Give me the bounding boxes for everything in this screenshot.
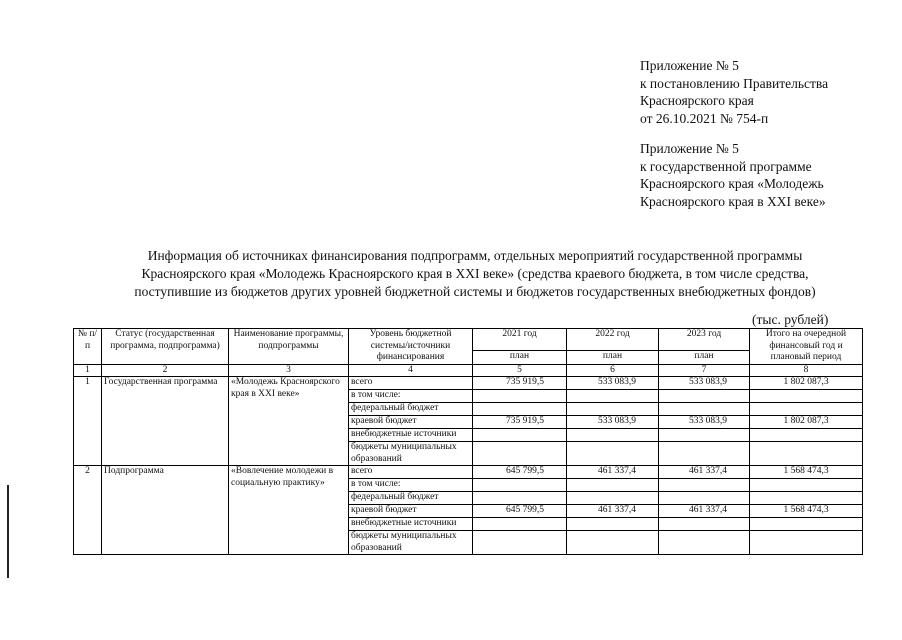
header-total: Итого на очередной финансовый год и плановый период	[750, 329, 863, 365]
header-plan: план	[659, 351, 750, 364]
cell-2023	[659, 492, 750, 505]
row-status: Государственная программа	[102, 377, 229, 466]
cell-total: 1 568 474,3	[750, 466, 863, 479]
cell-total	[750, 429, 863, 442]
cell-2022	[567, 429, 659, 442]
attachment-line: от 26.10.2021 № 754-п	[640, 110, 769, 126]
header-plan: план	[473, 351, 567, 364]
document-title	[60, 247, 890, 301]
attachment-line: Красноярского края в XXI веке»	[640, 193, 826, 209]
title-line: Красноярского края «Молодежь Красноярского края в XXI веке» (средства краевого бюджета, в том числе средства,	[141, 266, 809, 281]
column-number: 8	[750, 364, 863, 377]
cell-2022	[567, 518, 659, 531]
cell-2023: 533 083,9	[659, 377, 750, 390]
attachment-line: к государственной программе	[640, 158, 812, 174]
cell-2021	[473, 403, 567, 416]
cell-total	[750, 390, 863, 403]
row-level: краевой бюджет	[349, 505, 473, 518]
financing-table	[73, 328, 863, 555]
cell-2022	[567, 492, 659, 505]
cell-2022: 461 337,4	[567, 505, 659, 518]
cell-2021: 735 919,5	[473, 377, 567, 390]
header-row	[74, 329, 863, 351]
cell-2022: 533 083,9	[567, 377, 659, 390]
units-label: (тыс. рублей)	[752, 312, 829, 327]
cell-2021	[473, 429, 567, 442]
header-name: Наименование программы, подпрограммы	[229, 329, 349, 365]
title-line: поступившие из бюджетов других уровней бюджетной системы и бюджетов государственных внебюджетных фондов)	[134, 284, 816, 299]
cell-2021	[473, 442, 567, 466]
cell-2023: 533 083,9	[659, 416, 750, 429]
cell-2023	[659, 390, 750, 403]
cell-total	[750, 442, 863, 466]
row-level: внебюджетные источники	[349, 518, 473, 531]
attachment-header-resolution	[640, 57, 890, 127]
cell-2023: 461 337,4	[659, 505, 750, 518]
cell-2023	[659, 429, 750, 442]
column-number: 1	[74, 364, 102, 377]
cell-2022: 533 083,9	[567, 416, 659, 429]
cell-2021: 735 919,5	[473, 416, 567, 429]
cell-2021: 645 799,5	[473, 505, 567, 518]
cell-total	[750, 479, 863, 492]
cell-2022: 461 337,4	[567, 466, 659, 479]
table-row	[74, 377, 863, 390]
row-program-name: «Молодежь Красноярского края в XXI веке»	[229, 377, 349, 466]
cell-2022	[567, 531, 659, 555]
attachment-line: Красноярского края «Молодежь	[640, 176, 824, 191]
header-plan: план	[567, 351, 659, 364]
cell-2021	[473, 492, 567, 505]
header-2021: 2021 год	[473, 329, 567, 351]
table-row	[74, 466, 863, 479]
cell-2023: 461 337,4	[659, 466, 750, 479]
cell-2021	[473, 390, 567, 403]
attachment-line: к постановлению Правительства	[640, 75, 829, 91]
column-number: 4	[349, 364, 473, 377]
row-level: всего	[349, 466, 473, 479]
cell-2021	[473, 531, 567, 555]
row-level: бюджеты муниципальных образований	[349, 531, 473, 555]
cell-2021	[473, 518, 567, 531]
cell-total: 1 802 087,3	[750, 416, 863, 429]
column-number: 3	[229, 364, 349, 377]
header-num: № п/п	[74, 329, 102, 365]
header-level: Уровень бюджетной системы/источники финансирования	[349, 329, 473, 365]
row-program-name: «Вовлечение молодежи в социальную практику»	[229, 466, 349, 555]
row-level: внебюджетные источники	[349, 429, 473, 442]
row-number: 2	[74, 466, 102, 555]
column-number: 6	[567, 364, 659, 377]
cell-2022	[567, 442, 659, 466]
row-level: краевой бюджет	[349, 416, 473, 429]
cell-2022	[567, 390, 659, 403]
cell-2022	[567, 479, 659, 492]
cell-2023	[659, 442, 750, 466]
cell-total	[750, 531, 863, 555]
cell-total: 1 568 474,3	[750, 505, 863, 518]
attachment-line: Красноярского края	[640, 93, 754, 108]
cell-2023	[659, 531, 750, 555]
row-level: бюджеты муниципальных образований	[349, 442, 473, 466]
attachment-header-program	[640, 140, 890, 210]
cell-2023	[659, 479, 750, 492]
column-number-row	[74, 364, 863, 377]
row-level: всего	[349, 377, 473, 390]
column-number: 2	[102, 364, 229, 377]
scan-artifact-line	[7, 485, 9, 578]
row-level: федеральный бюджет	[349, 403, 473, 416]
column-number: 5	[473, 364, 567, 377]
row-status: Подпрограмма	[102, 466, 229, 555]
cell-2021	[473, 479, 567, 492]
cell-2023	[659, 518, 750, 531]
row-level: в том числе:	[349, 390, 473, 403]
cell-2021: 645 799,5	[473, 466, 567, 479]
row-number: 1	[74, 377, 102, 466]
column-number: 7	[659, 364, 750, 377]
header-status: Статус (государственная программа, подпрограмма)	[102, 329, 229, 365]
cell-2022	[567, 403, 659, 416]
row-level: в том числе:	[349, 479, 473, 492]
title-line: Информация об источниках финансирования подпрограмм, отдельных мероприятий государственной программы	[147, 248, 803, 263]
cell-total	[750, 518, 863, 531]
row-level: федеральный бюджет	[349, 492, 473, 505]
attachment-line: Приложение № 5	[640, 58, 739, 73]
header-2022: 2022 год	[567, 329, 659, 351]
cell-total: 1 802 087,3	[750, 377, 863, 390]
cell-2023	[659, 403, 750, 416]
header-2023: 2023 год	[659, 329, 750, 351]
cell-total	[750, 492, 863, 505]
cell-total	[750, 403, 863, 416]
attachment-line: Приложение № 5	[640, 141, 739, 156]
